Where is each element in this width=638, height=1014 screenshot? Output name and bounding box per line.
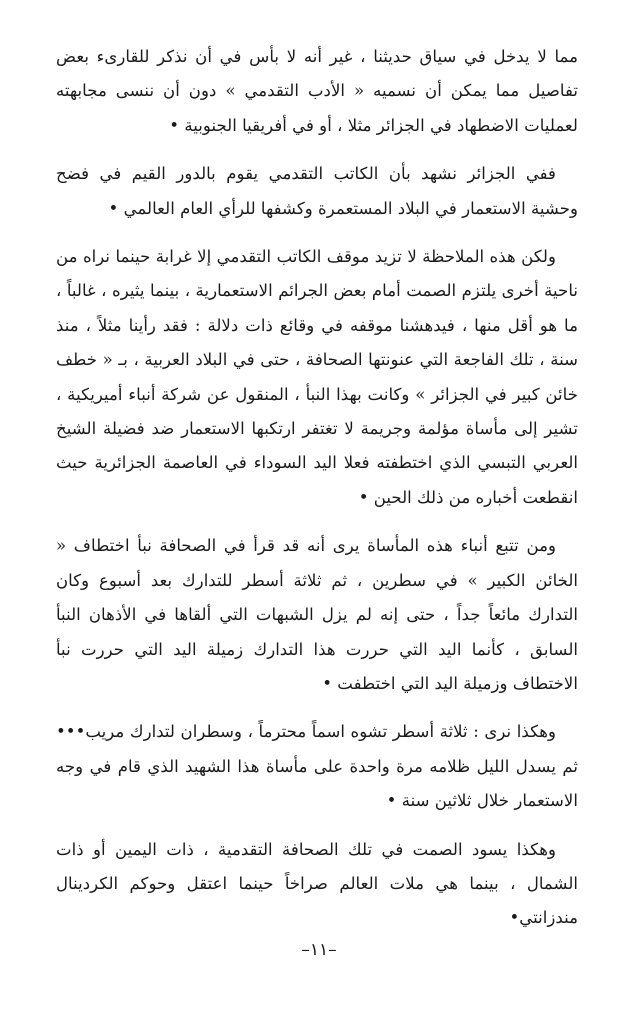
paragraph-5: وهكذا نرى : ثلاثة أسطر تشوه اسماً محترماً ، وسطران لتدارك مريب••• ثم يسدل الليل ظلامه مرة واحدة على مأساة هذا الشهيد الذي قام في وجه الاستعمار خلال ثلاثين سنة • bbox=[56, 722, 578, 811]
paragraph-6: وهكذا يسود الصمت في تلك الصحافة التقدمية ، ذات اليمين أو ذات الشمال ، بينما هي ملات العالم صراخاً حينما اعتقل وحوكم الكردينال مندزانتي• bbox=[56, 839, 578, 928]
paragraph-1: مما لا يدخل في سياق حديثنا ، غير أنه لا بأس في أن نذكر للقارىء بعض تفاصيل مما يمكن أن نسميه « الأدب التقدمي » دون أن ننسى مجابهته لعمليات الاضطهاد في الجزائر مثلا ، أو في أفريقيا الجنوبية • bbox=[56, 47, 578, 135]
page-number: –١١– bbox=[301, 940, 337, 960]
paragraph-3: ولكن هذه الملاحظة لا تزيد موقف الكاتب التقدمي إلا غرابة حينما نراه من ناحية أخرى يلتزم الصمت أمام بعض الجرائم الاستعمارية ، بينما يثيره ، غالباً ، ما هو أقل منها ، فيدهشنا موقفه في وقائع ذات دلالة : فقد رأينا مثلاً ، منذ سنة ، تلك الفاجعة التي عنونتها الصحافة ، حتى في البلاد العربية ، بـ « خطف خائن كبير في الجزائر » وكانت بهذا النبأ ، المنقول عن شركة أنباء أميريكية ، تشير إلى مأساة مؤلمة وجريمة لا تغتفر ارتكبها الاستعمار ضد فضيلة الشيخ العربي التبسي الذي اختطفته فعلا اليد السوداء في العاصمة الجزائرية حيث انقطعت أخباره من ذلك الحين • bbox=[56, 247, 578, 507]
paragraph-2: ففي الجزائر نشهد بأن الكاتب التقدمي يقوم بالدور القيم في فضح وحشية الاستعمار في البلاد المستعمرة وكشفها للرأي العام العالمي • bbox=[56, 164, 578, 218]
paragraph-4: ومن تتبع أنباء هذه المأساة يرى أنه قد قرأ في الصحافة نبأ اختطاف « الخائن الكبير » في سطرين ، ثم ثلاثة أسطر للتدارك بعد أسبوع وكان التدارك مائعاً جداً ، حتى إنه لم يزل الشبهات التي ألقاها في الأذهان النبأ السابق ، كأنما اليد التي حررت هذا التدارك زميلة اليد التي حررت نبأ الاختطاف وزميلة اليد التي اختطفت • bbox=[56, 536, 578, 693]
